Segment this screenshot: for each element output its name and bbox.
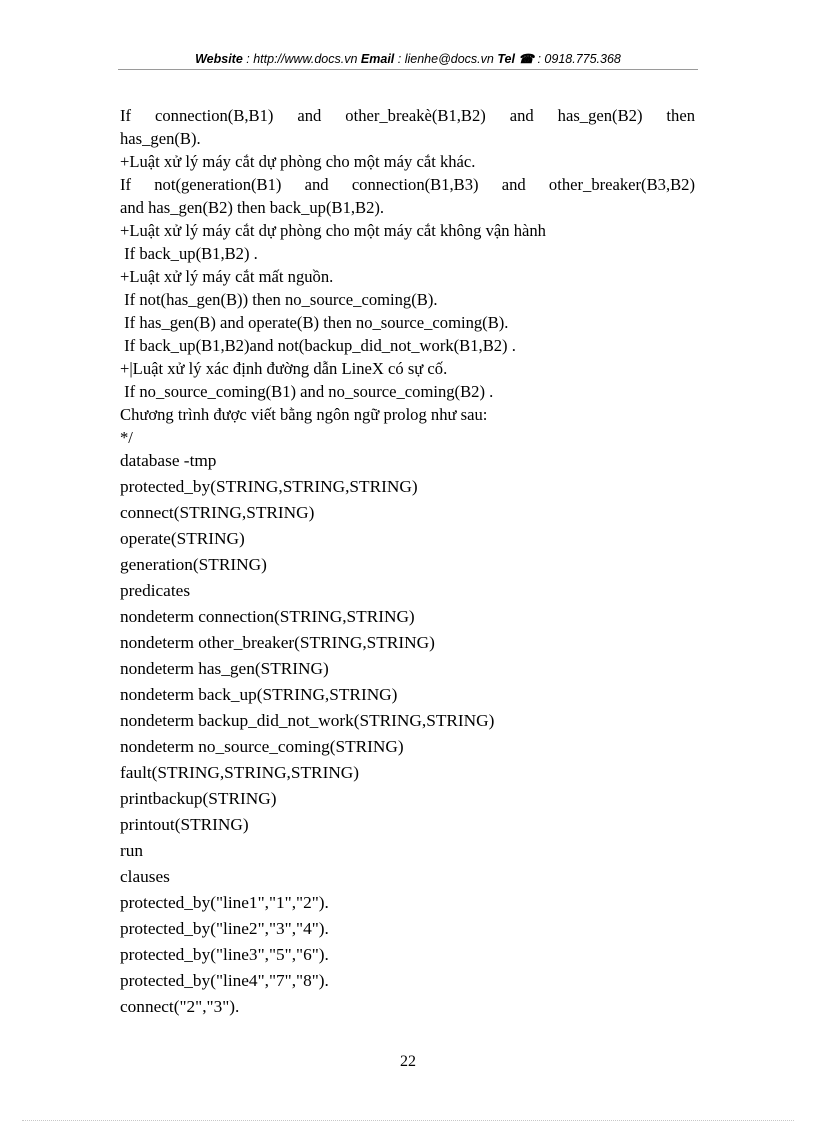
- prose-line: +Luật xử lý máy cắt dự phòng cho một máy cắt khác.: [120, 152, 476, 171]
- code-line: run: [120, 841, 144, 860]
- tel-label: Tel: [497, 52, 515, 66]
- header-divider: [118, 69, 698, 70]
- code-line: nondeterm backup_did_not_work(STRING,STRING): [120, 711, 495, 730]
- code-line: fault(STRING,STRING,STRING): [120, 763, 360, 782]
- website-sep: :: [242, 52, 254, 66]
- prose-line: */: [120, 428, 133, 447]
- code-line: nondeterm has_gen(STRING): [120, 659, 329, 678]
- prose-line: If back_up(B1,B2)and not(backup_did_not_work(B1,B2) .: [120, 336, 516, 355]
- code-line: database -tmp: [120, 451, 217, 470]
- code-line: protected_by("line1","1","2").: [120, 893, 329, 912]
- code-line: nondeterm back_up(STRING,STRING): [120, 685, 398, 704]
- prose-line: +Luật xử lý máy cắt dự phòng cho một máy cắt không vận hành: [120, 221, 546, 240]
- prose-line: If has_gen(B) and operate(B) then no_source_coming(B).: [120, 313, 509, 332]
- code-line: connect("2","3").: [120, 997, 240, 1016]
- prose-line: Chương trình được viết bằng ngôn ngữ prolog như sau:: [120, 405, 488, 424]
- prose-line: and has_gen(B2) then back_up(B1,B2).: [120, 198, 385, 217]
- code-line: generation(STRING): [120, 555, 267, 574]
- code-line: operate(STRING): [120, 529, 245, 548]
- code-block: [120, 448, 695, 1020]
- prose-line: +|Luật xử lý xác định đường dẫn LineX có sự cố.: [120, 359, 448, 378]
- code-line: printbackup(STRING): [120, 789, 277, 808]
- tel-value: : 0918.775.368: [534, 52, 621, 66]
- prose-line: If not(has_gen(B)) then no_source_coming(B).: [120, 290, 438, 309]
- page-bottom-divider: [22, 1120, 794, 1121]
- prose-line: If no_source_coming(B1) and no_source_coming(B2) .: [120, 382, 494, 401]
- code-line: nondeterm connection(STRING,STRING): [120, 607, 415, 626]
- code-line: connect(STRING,STRING): [120, 503, 315, 522]
- code-line: protected_by("line3","5","6").: [120, 945, 329, 964]
- code-line: clauses: [120, 867, 170, 886]
- code-line: printout(STRING): [120, 815, 249, 834]
- email-sep: :: [394, 52, 405, 66]
- prose-block: [120, 104, 695, 449]
- phone-icon: ☎: [518, 52, 534, 66]
- code-line: nondeterm other_breaker(STRING,STRING): [120, 633, 435, 652]
- email-label: Email: [360, 52, 395, 66]
- prose-line: +Luật xử lý máy cắt mất nguồn.: [120, 267, 334, 286]
- page-number: 22: [400, 1053, 416, 1070]
- prose-line: If connection(B,B1) and other_breakè(B1,B2) and has_gen(B2) then: [120, 106, 695, 125]
- page-header: [0, 51, 816, 66]
- prose-line: If back_up(B1,B2) .: [120, 244, 258, 263]
- code-line: protected_by("line4","7","8").: [120, 971, 329, 990]
- email-value[interactable]: lienhe@docs.vn: [404, 52, 494, 66]
- code-line: nondeterm no_source_coming(STRING): [120, 737, 404, 756]
- prose-line: has_gen(B).: [120, 129, 201, 148]
- website-url[interactable]: http://www.docs.vn: [253, 52, 358, 66]
- code-line: protected_by(STRING,STRING,STRING): [120, 477, 418, 496]
- website-label: Website: [195, 52, 243, 66]
- code-line: predicates: [120, 581, 191, 600]
- code-line: protected_by("line2","3","4").: [120, 919, 329, 938]
- prose-line: If not(generation(B1) and connection(B1,B3) and other_breaker(B3,B2): [120, 175, 695, 194]
